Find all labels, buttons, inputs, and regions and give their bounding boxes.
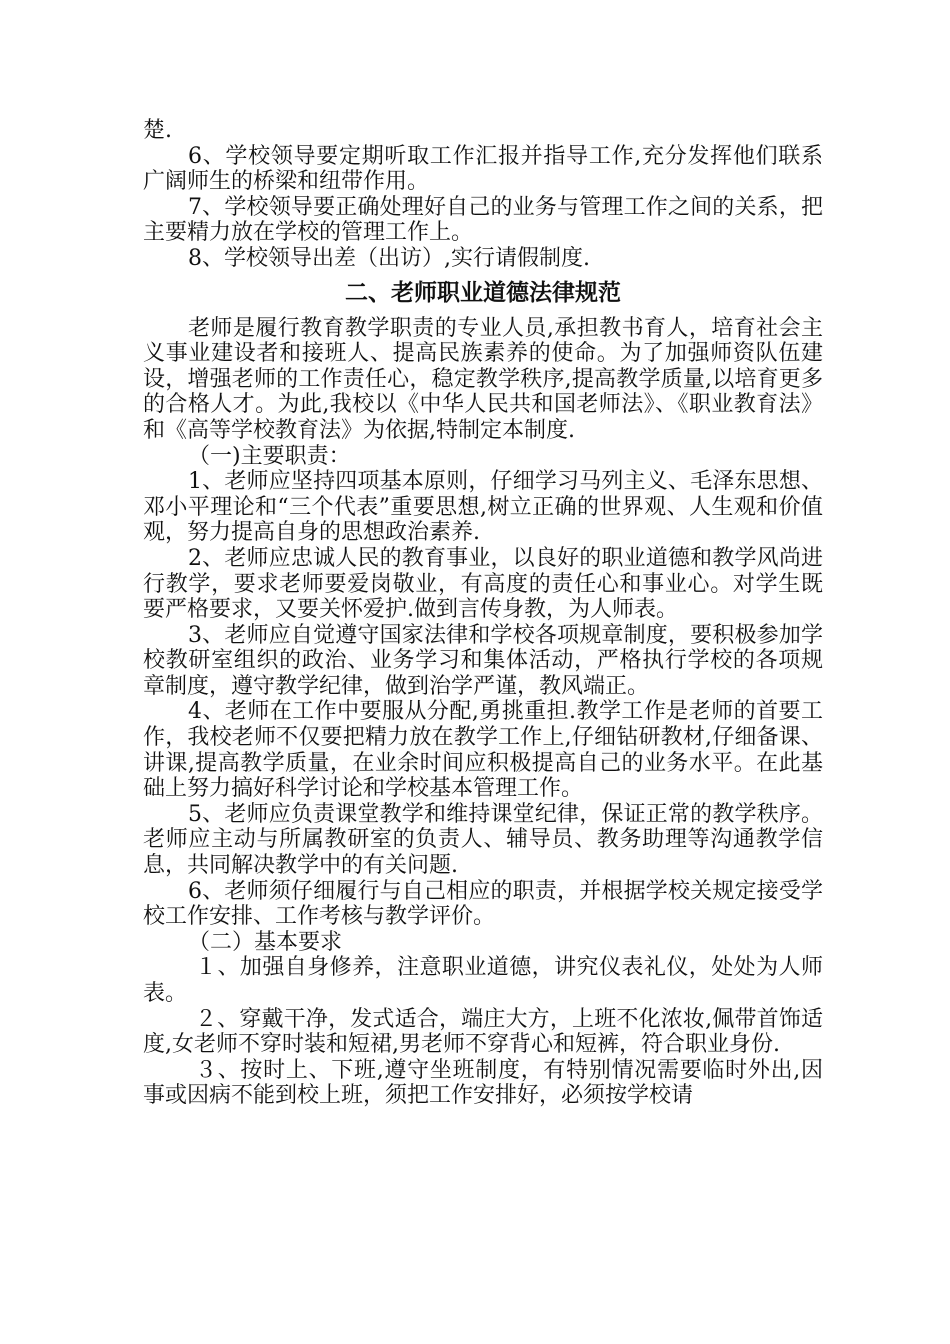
subsection-title-requirements: （二）基本要求 bbox=[188, 929, 343, 955]
paragraph-continuation: 楚. bbox=[143, 118, 172, 143]
requirement-item-1: １、加强自身修养，注意职业道德，讲究仪表礼仪，处处为人师表。 bbox=[143, 955, 823, 1006]
duty-item-6: 6、老师须仔细履行与自己相应的职责，并根据学校关规定接受学校工作安排、工作考核与教学评价。 bbox=[143, 878, 823, 930]
subsection-title-duties: （一)主要职责： bbox=[188, 443, 351, 469]
paragraph-leader-item-7: 7、学校领导要正确处理好自己的业务与管理工作之间的关系，把主要精力放在学校的管理工作上。 bbox=[143, 194, 823, 246]
duty-item-5: 5、老师应负责课堂教学和维持课堂纪律，保证正常的教学秩序。老师应主动与所属教研室的负责人、辅导员、教务助理等沟通教学信息，共同解决教学中的有关问题. bbox=[143, 801, 823, 879]
paragraph-leader-item-8: 8、学校领导出差（出访）,实行请假制度. bbox=[188, 245, 590, 271]
paragraph-leader-item-6: 6、学校领导要定期听取工作汇报并指导工作,充分发挥他们联系广阔师生的桥梁和纽带作用。 bbox=[143, 143, 823, 195]
requirement-item-2: ２、穿戴干净，发式适合，端庄大方，上班不化浓妆,佩带首饰适度,女老师不穿时装和短裙,男老师不穿背心和短裤，符合职业身份. bbox=[143, 1006, 823, 1058]
duty-item-4: 4、老师在工作中要服从分配,勇挑重担.教学工作是老师的首要工作，我校老师不仅要把精力放在教学工作上,仔细钻研教材,仔细备课、讲课,提高教学质量，在业余时间应积极提高自己的业务水平。在此基础上努力搞好科学讨论和学校基本管理工作。 bbox=[143, 699, 823, 802]
duty-item-1: 1、老师应坚持四项基本原则，仔细学习马列主义、毛泽东思想、邓小平理论和“三个代表”重要思想,树立正确的世界观、人生观和价值观，努力提高自身的思想政治素养. bbox=[143, 469, 823, 546]
intro-paragraph: 老师是履行教育教学职责的专业人员,承担教书育人，培育社会主义事业建设者和接班人、提高民族素养的使命。为了加强师资队伍建设，增强老师的工作责任心，稳定教学秩序,提高教学质量,以培育更多的合格人才。为此,我校以《中华人民共和国老师法》、《职业教育法》和《高等学校教育法》为依据,特制定本制度. bbox=[143, 315, 823, 443]
requirement-item-3: ３、按时上、下班,遵守坐班制度，有特别情况需要临时外出,因事或因病不能到校上班，须把工作安排好，必须按学校请 bbox=[143, 1057, 823, 1109]
duty-item-3: 3、老师应自觉遵守国家法律和学校各项规章制度，要积极参加学校教研室组织的政治、业务学习和集体活动，严格执行学校的各项规章制度，遵守教学纪律，做到治学严谨，教风端正。 bbox=[143, 622, 823, 699]
section-heading: 二、老师职业道德法律规范 bbox=[345, 279, 621, 306]
duty-item-2: 2、老师应忠诚人民的教育事业，以良好的职业道德和教学风尚进行教学，要求老师要爱岗敬业，有高度的责任心和事业心。对学生既要严格要求，又要关怀爱护.做到言传身教，为人师表。 bbox=[143, 545, 823, 623]
document-page bbox=[143, 118, 823, 1109]
